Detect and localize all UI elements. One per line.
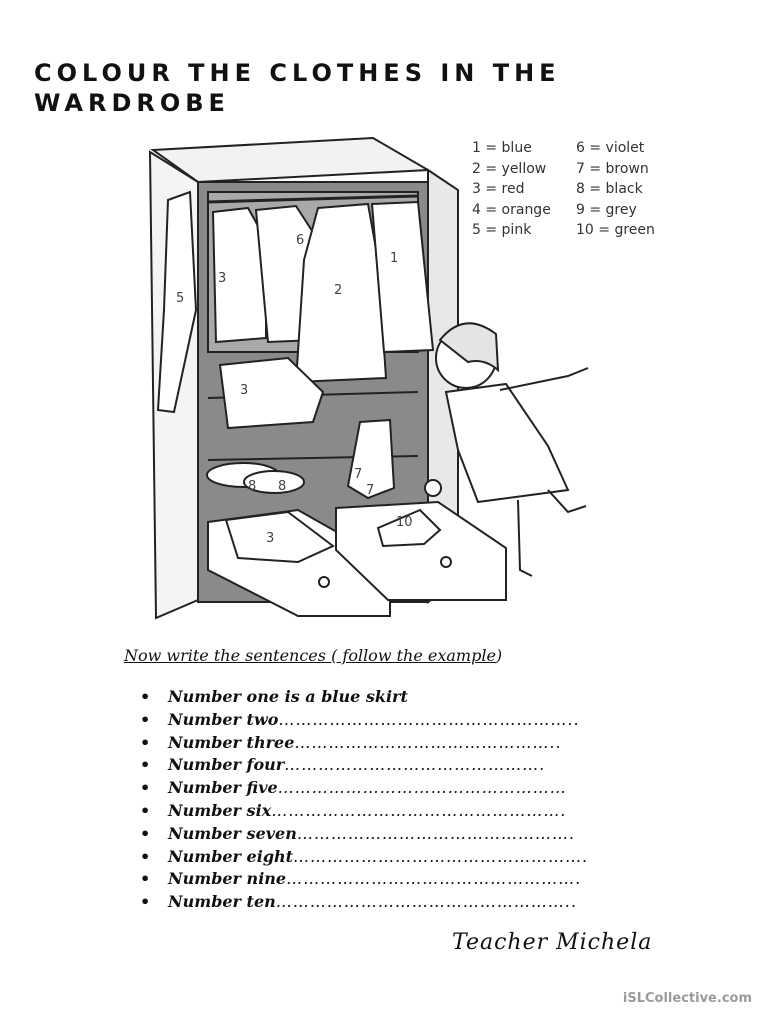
title-line-1: COLOUR THE CLOTHES IN THE: [34, 59, 561, 87]
colour-key-item: 8 = black: [576, 181, 643, 197]
colour-key-item: 4 = orange: [472, 201, 551, 218]
answer-line: ………………………………………….: [296, 823, 575, 843]
colour-key-item: 7 = brown: [576, 160, 649, 177]
instruction-text: Now write the sentences ( follow the example: [124, 646, 496, 665]
item-label: 10: [396, 515, 413, 530]
colour-key: [472, 138, 680, 241]
colour-key-right: [576, 138, 680, 241]
list-item: [140, 709, 588, 732]
colour-key-item: 6 = violet: [576, 140, 645, 156]
sentence-list: [140, 686, 588, 914]
answer-line: ……………………………………………..: [278, 709, 580, 729]
list-item: [140, 754, 588, 777]
item-label: 7: [354, 467, 363, 482]
sentence-text: Number two: [168, 709, 279, 729]
list-item: [140, 868, 588, 891]
sentence-text: Number three: [168, 732, 295, 752]
colour-key-item: 3 = red: [472, 181, 525, 197]
item-label: 3: [240, 383, 249, 398]
list-item: [140, 846, 588, 869]
colour-key-item: 10 = green: [576, 222, 655, 238]
list-item: [140, 823, 588, 846]
sentence-text: Number five: [168, 778, 278, 798]
girl-arm: [500, 368, 588, 390]
colour-key-item: 1 = blue: [472, 140, 532, 156]
answer-line: …………………………………………….: [293, 846, 589, 866]
bullet-icon: •: [140, 687, 151, 706]
colour-key-item: 2 = yellow: [472, 160, 547, 177]
item-label: 3: [218, 271, 227, 286]
answer-line: ………………………………………..: [294, 732, 562, 752]
instruction: [124, 646, 502, 665]
sentence-text: Number one is a blue skirt: [168, 687, 408, 706]
item-label: 8: [248, 479, 257, 494]
wardrobe-top: [153, 138, 428, 182]
bullet-icon: •: [140, 892, 151, 912]
answer-line: …………………………………………….: [286, 869, 582, 889]
bullet-icon: •: [140, 755, 151, 775]
girl-dress: [446, 384, 568, 502]
teacher-signature: Teacher Michela: [452, 930, 653, 955]
list-item: [140, 777, 588, 800]
item-label: 7: [366, 483, 375, 498]
title-line-2: WARDROBE: [34, 89, 230, 117]
list-item: [140, 800, 588, 823]
item-label: 8: [278, 479, 287, 494]
instruction-close: ): [495, 646, 503, 665]
page-title: [34, 58, 694, 118]
item-label: 1: [390, 251, 399, 266]
list-item: [140, 732, 588, 755]
item-label: 6: [296, 233, 305, 248]
colour-key-item: 9 = grey: [576, 201, 637, 218]
bullet-icon: •: [140, 823, 151, 843]
bullet-icon: •: [140, 846, 151, 866]
answer-line: ……………………………………………: [277, 778, 567, 798]
bullet-icon: •: [140, 778, 151, 798]
watermark: iSLCollective.com: [622, 991, 752, 1006]
bullet-icon: •: [140, 800, 151, 820]
sentence-text: Number four: [168, 755, 285, 775]
bullet-icon: •: [140, 869, 151, 889]
sentence-text: Number eight: [168, 846, 294, 866]
colour-key-item: 5 = pink: [472, 222, 532, 238]
list-item: [140, 686, 588, 709]
answer-line: ……………………………………………..: [275, 892, 577, 912]
colour-key-left: [472, 138, 576, 241]
bullet-icon: •: [140, 709, 151, 729]
bullet-icon: •: [140, 732, 151, 752]
item-label: 5: [176, 291, 185, 306]
sentence-text: Number seven: [168, 823, 297, 843]
item-label: 3: [266, 531, 275, 546]
sentence-text: Number nine: [168, 869, 287, 889]
list-item: [140, 891, 588, 914]
sentence-text: Number ten: [168, 892, 276, 912]
answer-line: ……………………………………….: [284, 755, 546, 775]
sentence-text: Number six: [168, 800, 272, 820]
item-label: 2: [334, 283, 343, 298]
answer-line: …………………………………………….: [271, 800, 567, 820]
